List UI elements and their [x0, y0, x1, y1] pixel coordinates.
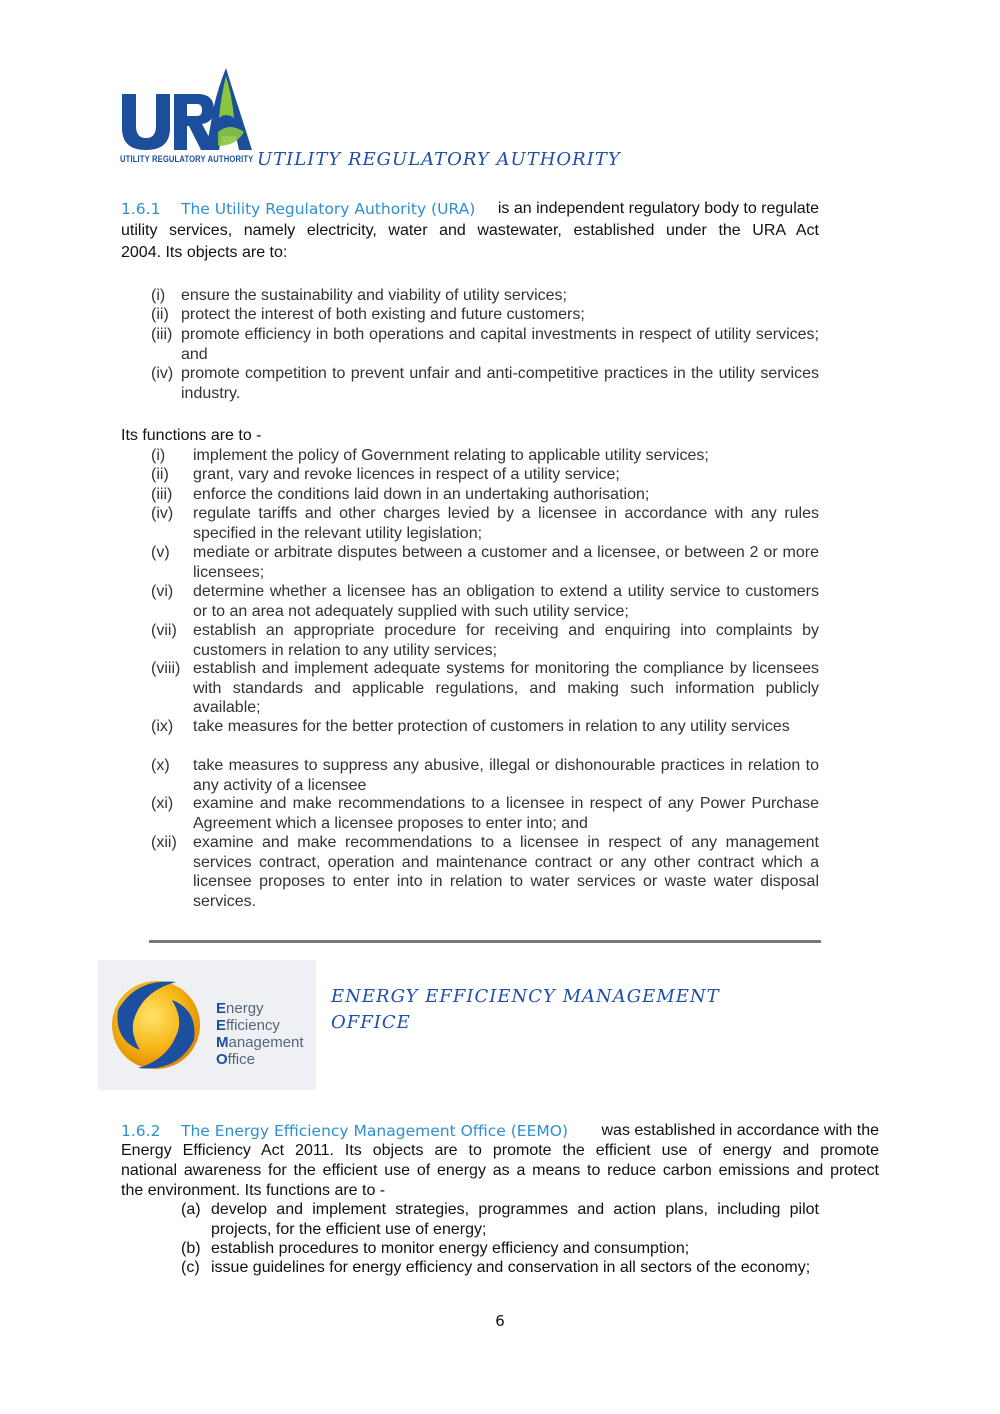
ura-section-number: 1.6.1	[121, 200, 161, 218]
ura-intro	[121, 198, 819, 264]
eemo-intro-line2: Energy Efficiency Act 2011. Its objects are to promote the efficient use of energy and promote	[121, 1142, 879, 1159]
eemo-logo-word-efficiency: Efficiency	[216, 1017, 280, 1034]
eemo-title-line2: OFFICE	[331, 1012, 411, 1033]
section-divider	[149, 940, 821, 943]
eemo-logo	[98, 960, 316, 1090]
eemo-logo-word-management: Management	[216, 1034, 304, 1051]
eemo-logo-word-energy: Energy	[216, 1000, 264, 1017]
ura-title: UTILITY REGULATORY AUTHORITY	[257, 149, 621, 170]
eemo-intro-line4: the environment. Its functions are to -	[121, 1182, 386, 1199]
eemo-globe-graphic	[106, 970, 206, 1080]
eemo-logo-word-office: Office	[216, 1051, 255, 1068]
eemo-intro	[121, 1121, 879, 1201]
page-number: 6	[495, 1312, 505, 1330]
eemo-title-line1: ENERGY EFFICIENCY MANAGEMENT	[331, 986, 720, 1007]
eemo-intro-line3: national awareness for the efficient use of energy as a means to reduce carbon emissions and protect	[121, 1162, 879, 1179]
ura-intro-line2: utility services, namely electricity, water and wastewater, established under the URA Act	[121, 222, 819, 239]
eemo-section-heading: The Energy Efficiency Management Office (EEMO)	[181, 1122, 568, 1140]
ura-logo-caption: UTILITY REGULATORY AUTHORITY	[120, 154, 254, 165]
eemo-intro-line1: was established in accordance with the	[601, 1122, 879, 1139]
ura-functions-intro: Its functions are to -	[121, 427, 262, 444]
ura-section-heading: The Utility Regulatory Authority (URA)	[181, 200, 476, 218]
ura-intro-line3: 2004. Its objects are to:	[121, 244, 288, 261]
ura-intro-line1: is an independent regulatory body to regulate	[497, 200, 819, 217]
eemo-section-number: 1.6.2	[121, 1122, 161, 1140]
